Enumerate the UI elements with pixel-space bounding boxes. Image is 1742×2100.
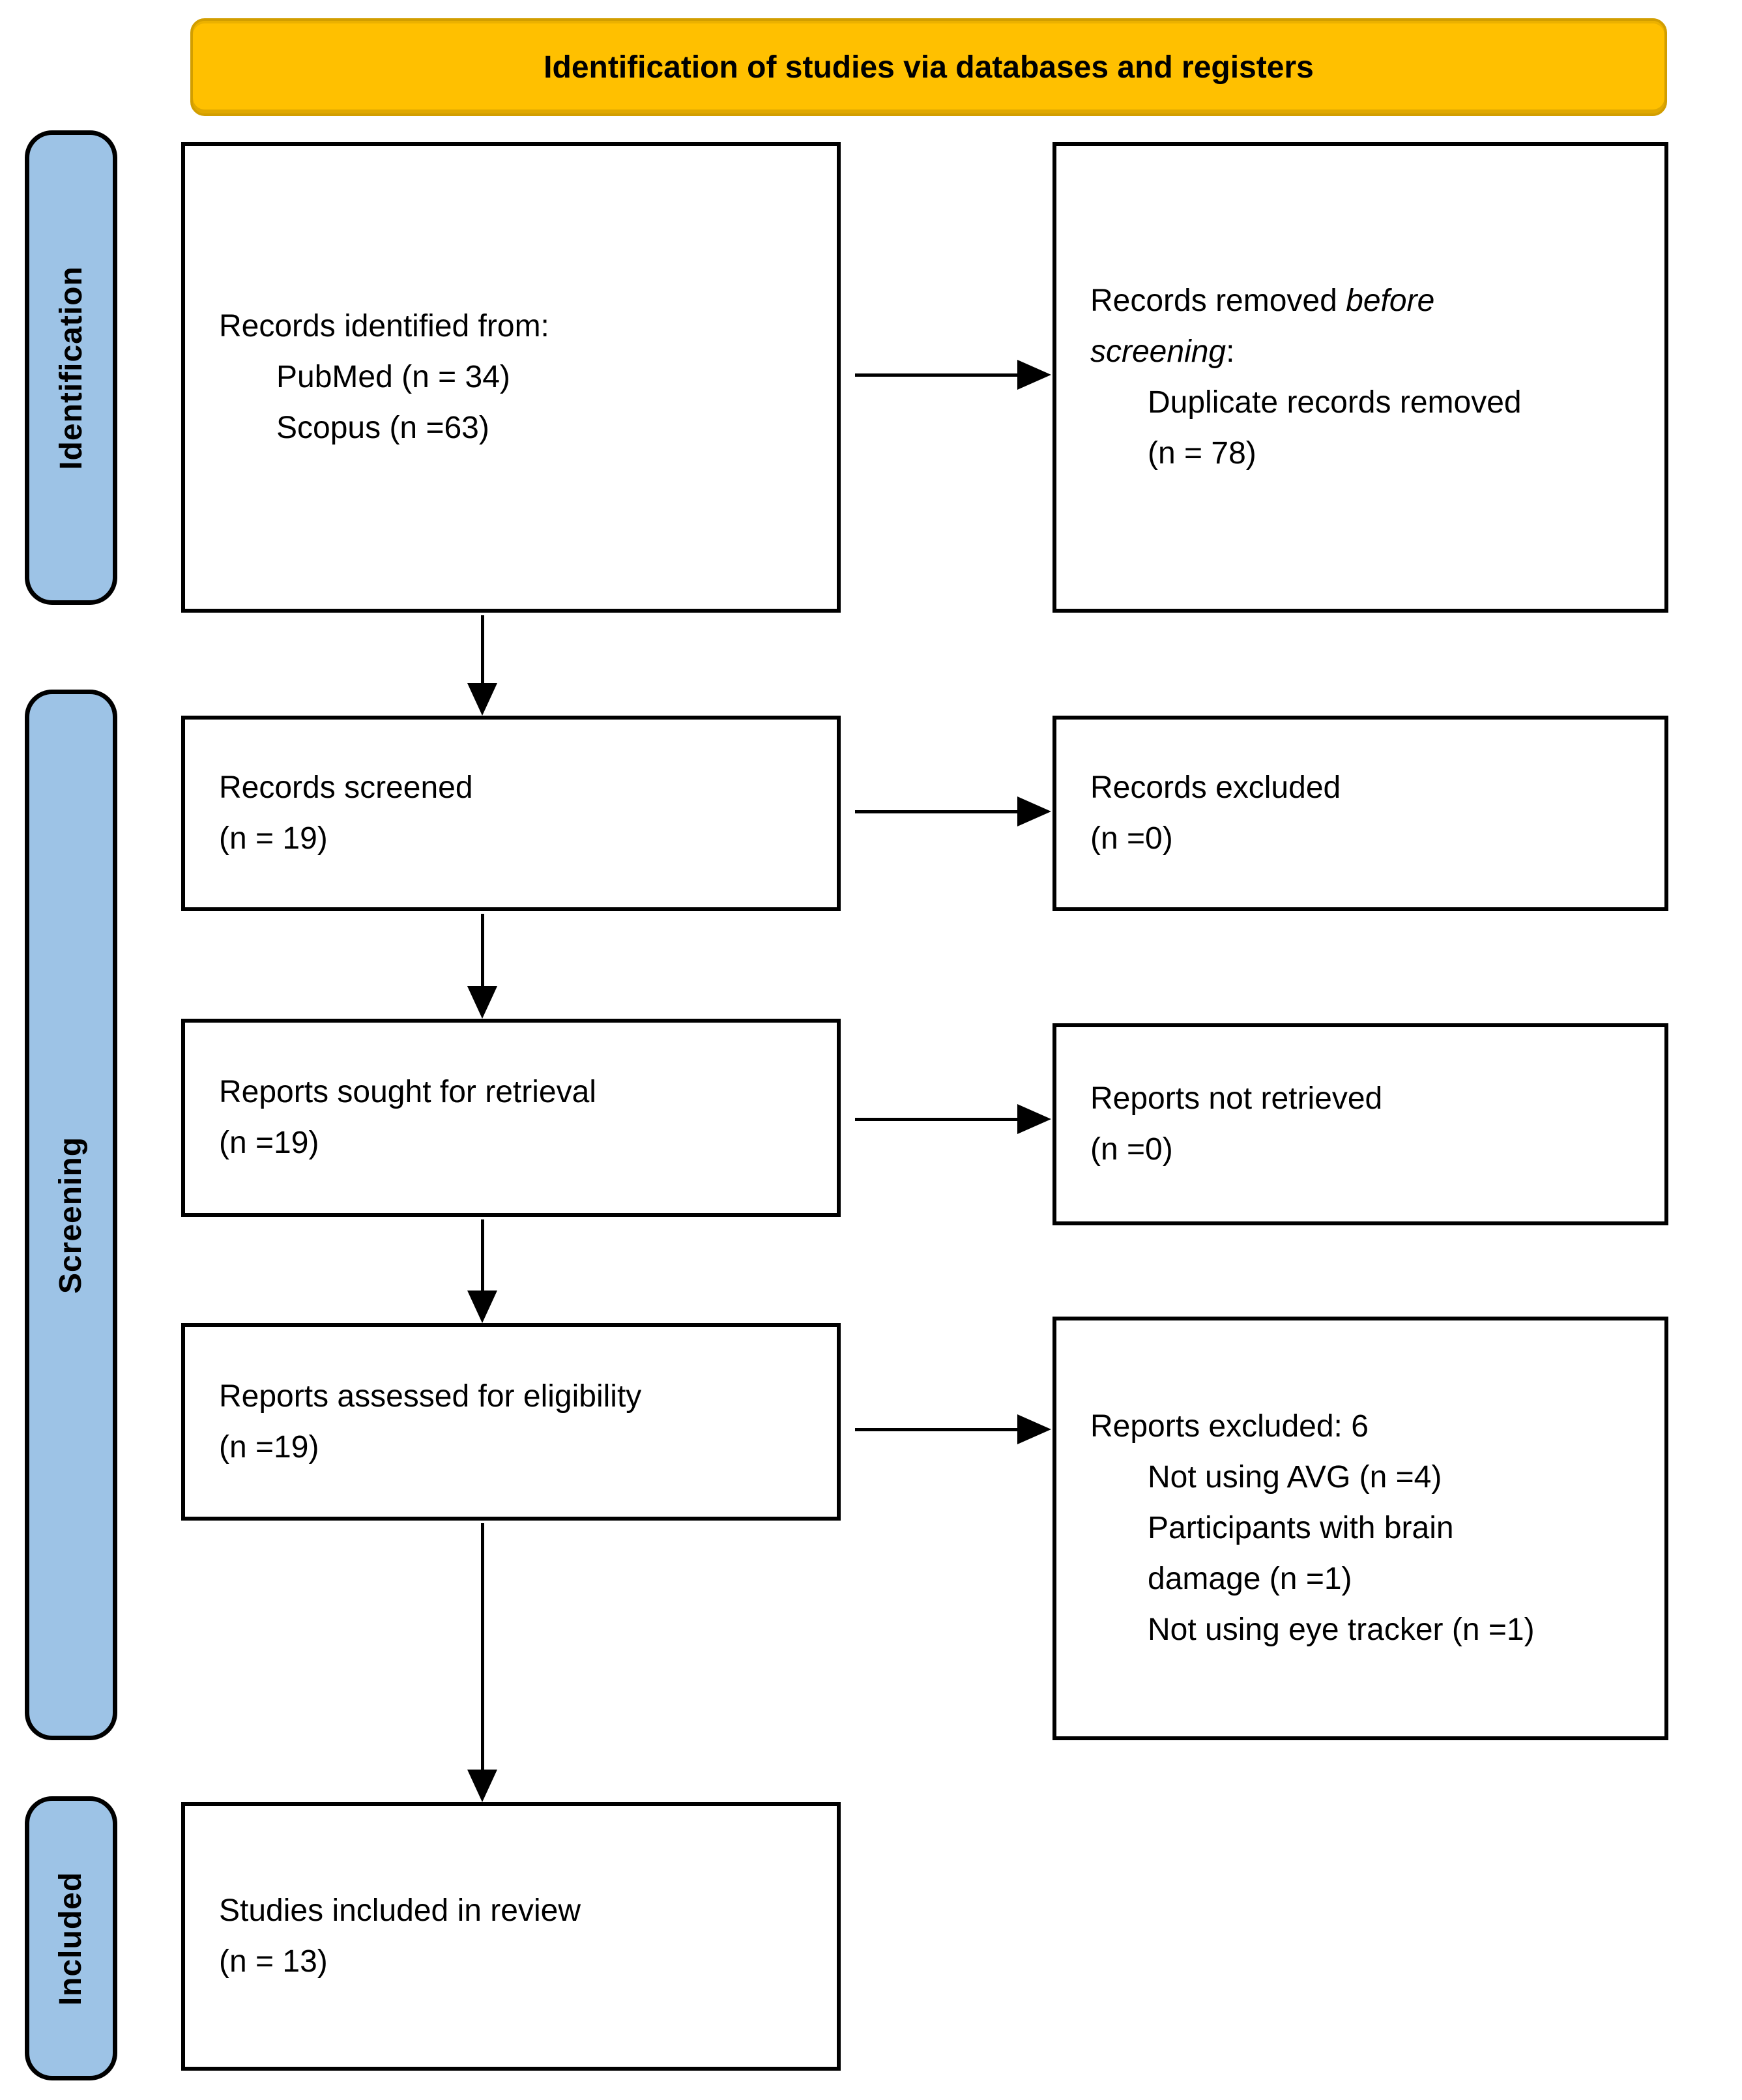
text-line: Reports assessed for eligibility — [219, 1378, 642, 1414]
arrow-head — [467, 986, 497, 1019]
stage-identification-label: Identification — [53, 265, 89, 470]
text-italic: screening — [1090, 334, 1227, 369]
stage-included — [25, 1796, 117, 2080]
arrow-head — [1017, 1104, 1051, 1134]
stage-identification — [25, 130, 117, 605]
arrow-line — [481, 1523, 484, 1771]
text-line: (n = 78) — [1148, 436, 1256, 471]
text-line: Records excluded — [1090, 770, 1341, 805]
text-line: Reports excluded: 6 — [1090, 1409, 1369, 1444]
banner — [190, 18, 1667, 116]
text-line: Not using AVG (n =4) — [1148, 1460, 1442, 1495]
text-line — [1090, 327, 1638, 377]
text-line: (n =0) — [1090, 821, 1173, 856]
text-line: Scopus (n =63) — [276, 411, 489, 445]
text-line: (n = 19) — [219, 821, 328, 856]
text-line: Studies included in review — [219, 1893, 581, 1928]
text-italic: before — [1346, 284, 1435, 318]
arrow-line — [481, 615, 484, 686]
arrow-head — [467, 1770, 497, 1802]
text-normal: : — [1226, 334, 1235, 369]
stage-included-label: Included — [53, 1871, 89, 2005]
box-records-screened — [181, 716, 841, 911]
box-reports-assessed — [181, 1323, 841, 1521]
text-line: PubMed (n = 34) — [276, 360, 510, 394]
box-records-removed — [1052, 142, 1668, 613]
text-line: Records identified from: — [219, 309, 549, 343]
banner-title: Identification of studies via databases and registers — [544, 50, 1314, 85]
box-records-excluded — [1052, 716, 1668, 911]
text-line: (n = 13) — [219, 1944, 328, 1979]
text-line: Participants with brain — [1148, 1511, 1454, 1545]
box-reports-excluded — [1052, 1317, 1668, 1740]
text-line: Reports sought for retrieval — [219, 1075, 596, 1109]
arrow-line — [481, 1219, 484, 1292]
arrow-head — [1017, 1414, 1051, 1444]
text-line: Reports not retrieved — [1090, 1081, 1383, 1116]
box-reports-not-retrieved — [1052, 1023, 1668, 1225]
box-reports-sought — [181, 1019, 841, 1217]
stage-screening-label: Screening — [53, 1136, 89, 1294]
text-line: Records screened — [219, 770, 473, 805]
text-line: damage (n =1) — [1148, 1562, 1352, 1596]
box-studies-included — [181, 1802, 841, 2071]
text-line: (n =19) — [219, 1429, 319, 1465]
text-line: (n =19) — [219, 1126, 319, 1160]
arrow-line — [855, 1118, 1019, 1121]
arrow-line — [855, 373, 1019, 377]
arrow-line — [481, 914, 484, 989]
text-line: Not using eye tracker (n =1) — [1148, 1612, 1535, 1647]
text-normal: Records removed — [1090, 284, 1346, 318]
arrow-head — [467, 1291, 497, 1323]
arrow-head — [1017, 796, 1051, 826]
text-line: (n =0) — [1090, 1132, 1173, 1167]
text-line — [1090, 276, 1638, 327]
arrow-head — [467, 683, 497, 716]
arrow-head — [1017, 360, 1051, 390]
stage-screening — [25, 690, 117, 1740]
arrow-line — [855, 1428, 1019, 1431]
text-line: Duplicate records removed — [1148, 385, 1522, 420]
box-records-identified — [181, 142, 841, 613]
arrow-line — [855, 810, 1019, 813]
